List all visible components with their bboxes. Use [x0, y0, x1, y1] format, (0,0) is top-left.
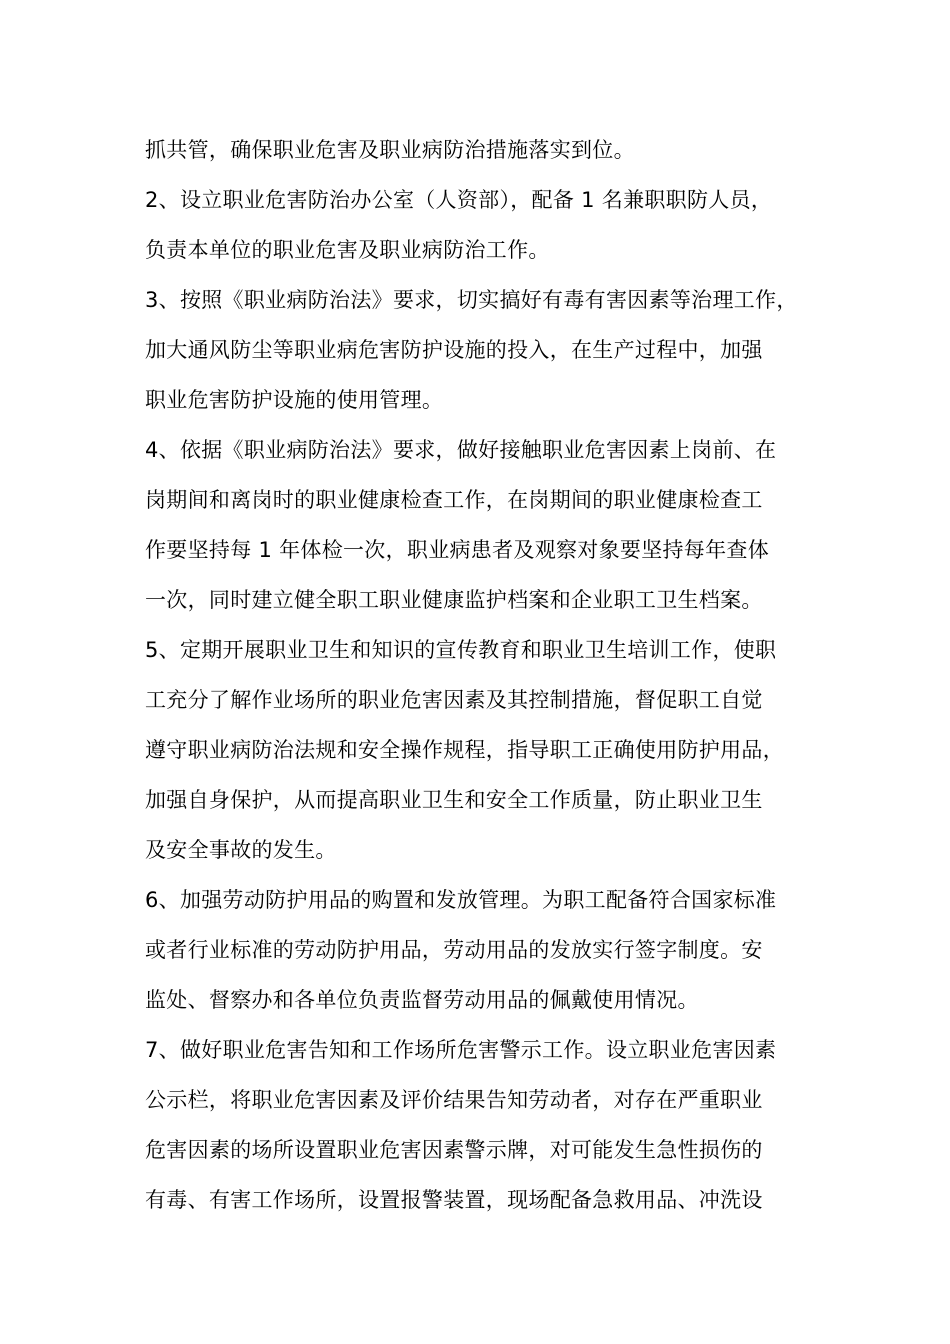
text-line: 3、按照《职业病防治法》要求，切实搞好有毒有害因素等治理工作，	[145, 288, 798, 312]
text-line: 负责本单位的职业危害及职业病防治工作。	[145, 238, 550, 262]
text-line: 监处、督察办和各单位负责监督劳动用品的佩戴使用情况。	[145, 988, 699, 1012]
text-line: 工充分了解作业场所的职业危害因素及其控制措施，督促职工自觉	[145, 688, 763, 712]
text-line: 作要坚持每 1 年体检一次，职业病患者及观察对象要坚持每年查体	[145, 538, 770, 562]
text-line: 4、依据《职业病防治法》要求，做好接触职业危害因素上岗前、在	[145, 438, 777, 462]
text-line: 公示栏，将职业危害因素及评价结果告知劳动者，对存在严重职业	[145, 1088, 763, 1112]
text-line: 或者行业标准的劳动防护用品，劳动用品的发放实行签字制度。安	[145, 938, 763, 962]
text-line: 及安全事故的发生。	[145, 838, 337, 862]
text-line: 加强自身保护，从而提高职业卫生和安全工作质量，防止职业卫生	[145, 788, 763, 812]
text-line: 加大通风防尘等职业病危害防护设施的投入，在生产过程中，加强	[145, 338, 763, 362]
text-line: 抓共管，确保职业危害及职业病防治措施落实到位。	[145, 138, 635, 162]
text-line: 岗期间和离岗时的职业健康检查工作，在岗期间的职业健康检查工	[145, 488, 763, 512]
text-line: 有毒、有害工作场所，设置报警装置，现场配备急救用品、冲洗设	[145, 1188, 763, 1212]
text-line: 危害因素的场所设置职业危害因素警示牌，对可能发生急性损伤的	[145, 1138, 763, 1162]
text-line: 7、做好职业危害告知和工作场所危害警示工作。设立职业危害因素	[145, 1038, 777, 1062]
text-line: 职业危害防护设施的使用管理。	[145, 388, 444, 412]
text-line: 6、加强劳动防护用品的购置和发放管理。为职工配备符合国家标准	[145, 888, 777, 912]
text-line: 2、设立职业危害防治办公室（人资部），配备 1 名兼职职防人员，	[145, 188, 773, 212]
text-line: 5、定期开展职业卫生和知识的宣传教育和职业卫生培训工作，使职	[145, 638, 777, 662]
text-line: 一次，同时建立健全职工职业健康监护档案和企业职工卫生档案。	[145, 588, 763, 612]
text-line: 遵守职业病防治法规和安全操作规程，指导职工正确使用防护用品，	[145, 738, 784, 762]
